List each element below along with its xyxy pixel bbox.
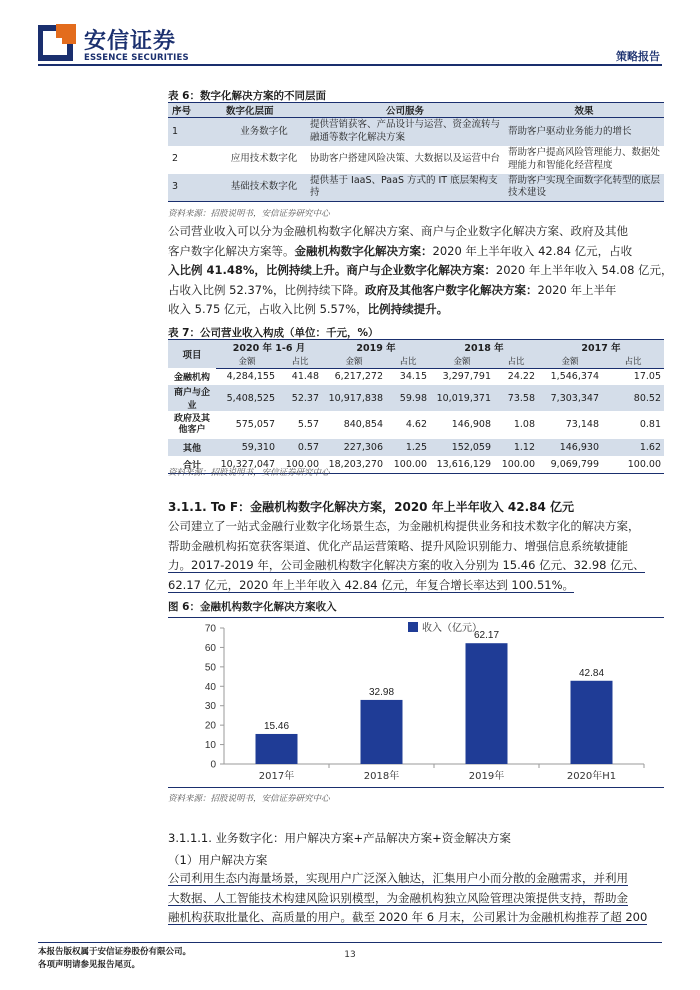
y-tick-label: 40	[204, 681, 216, 693]
y-tick-label: 0	[210, 759, 216, 771]
table7-subheader-row	[168, 354, 664, 368]
report-type-label: 策略报告	[616, 50, 660, 63]
table7-row-label: 金融机构	[173, 373, 210, 383]
y-tick-label: 20	[204, 720, 216, 732]
table7	[168, 339, 664, 474]
table7-period-header: 2017 年	[538, 340, 664, 355]
table6-cell: 帮助客户驱动业务能力的增长	[504, 118, 664, 146]
page-number: 13	[344, 950, 356, 960]
text-line	[168, 300, 664, 320]
table7-period-header: 2020 年 1-6 月	[216, 340, 322, 355]
table6-cell: 应用技术数字化	[230, 153, 298, 165]
underlined-text: 公司利用生态内海量场景，实现用户广泛深入触达，汇集用户小而分散的金融需求，并利用	[168, 871, 628, 885]
x-tick-label: 2020年H1	[566, 771, 617, 782]
table6-cell: 1	[168, 118, 222, 146]
table7-amount-cell: 18,203,270	[322, 456, 386, 473]
legend-swatch	[408, 622, 418, 632]
text-span: 公司营业收入可以分为金融机构数字化解决方案、商户与企业数字化解决方案、政府及其他	[168, 224, 628, 238]
footer-disclaimer	[38, 946, 191, 972]
figure6-source: 资料来源：招股说明书，安信证券研究中心	[168, 794, 330, 804]
logo-company-name-en: ESSENCE SECURITIES	[84, 53, 189, 63]
section-paragraph	[168, 517, 664, 595]
text-span-bold: 商户与企业数字化解决方案：	[346, 263, 496, 277]
table7-share-cell: 0.57	[278, 439, 322, 456]
text-line: 公司建立了一站式金融行业数字化场景生态，为金融机构提供业务和技术数字化的解决方案，	[168, 519, 640, 533]
table6-source: 资料来源：招股说明书，安信证券研究中心	[168, 209, 330, 219]
underlined-text: 大数据、人工智能技术构建风险识别模型，为金融机构独立风险管理决策提供支持，帮助金	[168, 890, 628, 905]
table7-share-header: 占比	[602, 354, 664, 368]
table-row	[168, 174, 664, 202]
table7-amount-cell: 7,303,347	[538, 385, 602, 411]
data-label: 32.98	[368, 686, 395, 698]
table7-amount-header: 金额	[322, 354, 386, 368]
table7-share-cell: 1.25	[386, 439, 430, 456]
table-row	[168, 368, 664, 385]
table7-amount-cell: 13,616,129	[430, 456, 494, 473]
table7-amount-cell: 10,327,047	[216, 456, 278, 473]
company-logo	[38, 24, 189, 68]
table7-amount-cell: 575,057	[235, 419, 275, 431]
table7-amount-cell: 1,546,374	[550, 371, 599, 383]
table7-amount-header: 金额	[538, 354, 602, 368]
bar	[571, 681, 613, 764]
table7-header-row	[168, 340, 664, 355]
text-line	[168, 222, 664, 242]
table7-row-label: 合计	[168, 456, 216, 473]
table6-header-cell: 序号	[168, 103, 222, 118]
table7-share-cell: 100.00	[602, 456, 664, 473]
table6-cell: 业务数字化	[222, 118, 306, 146]
table7-share-cell: 1.08	[513, 419, 535, 431]
table7-amount-header: 金额	[430, 354, 494, 368]
table7-amount-cell: 227,306	[322, 439, 386, 456]
table7-share-cell: 1.62	[602, 439, 664, 456]
legend-label: 收入（亿元）	[422, 623, 482, 634]
table7-share-cell: 100.00	[494, 456, 538, 473]
text-line	[168, 261, 673, 281]
text-line	[168, 242, 664, 262]
table6-header-cell: 公司服务	[306, 103, 504, 118]
x-tick-label: 2019年	[468, 771, 505, 782]
table7-amount-cell: 146,930	[538, 439, 602, 456]
revenue-paragraph	[168, 222, 673, 320]
text-span: 2020 年上半年	[537, 282, 617, 297]
table6-header-row	[168, 103, 664, 118]
text-span: 客户数字化解决方案等。	[168, 243, 295, 258]
table7-share-cell: 41.48	[291, 371, 319, 383]
y-tick-label: 70	[204, 623, 216, 635]
text-line	[168, 889, 664, 909]
y-tick-label: 60	[204, 642, 216, 654]
footer-line: 各项声明请参见报告尾页。	[38, 960, 141, 970]
table7-item-header: 项目	[168, 340, 216, 369]
table-row	[168, 439, 664, 456]
table7-amount-cell: 4,284,155	[226, 371, 275, 383]
text-span: 2020 年上半年收入 54.08 亿元，	[495, 263, 673, 277]
section-heading: 3.1.1. To F：金融机构数字化解决方案，2020 年上半年收入 42.84 亿元	[168, 500, 575, 514]
table7-amount-cell: 3,297,791	[442, 371, 491, 383]
table7-share-cell: 100.00	[386, 456, 430, 473]
table7-amount-cell: 59,310	[216, 439, 278, 456]
table7-amount-cell: 9,069,799	[538, 456, 602, 473]
table7-share-cell: 5.57	[297, 419, 319, 431]
figure6-bottom-rule	[168, 787, 664, 788]
logo-mark-icon	[38, 24, 78, 64]
table7-share-header: 占比	[278, 354, 322, 368]
table6-cell: 3	[168, 174, 222, 202]
data-label: 62.17	[473, 630, 500, 642]
revenue-bar-chart	[168, 616, 664, 786]
table6-cell: 提供基于 IaaS、PaaS 方式的 IT 底层架构支持	[306, 174, 504, 202]
table6-cell: 2	[172, 153, 179, 165]
bar	[256, 734, 298, 764]
bar	[361, 700, 403, 764]
y-tick-label: 50	[204, 662, 216, 674]
header-divider	[38, 64, 662, 66]
text-span-bold: 金融机构数字化解决方案：	[294, 243, 433, 258]
table7-amount-cell: 10,917,838	[322, 385, 386, 411]
table6-cell: 协助客户搭建风险决策、大数据以及运营中台	[310, 153, 501, 165]
text-line: 帮助金融机构拓宽获客渠道、优化产品运营策略、提升风险识别能力、增强信息系统敏捷能	[168, 538, 628, 553]
text-span: 占收入比例 52.37%，比例持续下降。	[168, 282, 366, 297]
table6-header-cell: 数字化层面	[222, 103, 306, 118]
table7-share-cell: 0.81	[639, 419, 661, 431]
table7-share-cell: 52.37	[278, 385, 322, 411]
table6	[168, 102, 664, 202]
table7-amount-cell: 10,019,371	[430, 385, 494, 411]
table7-share-cell: 80.52	[602, 385, 664, 411]
table7-share-cell: 17.05	[633, 371, 661, 383]
table7-source: 资料来源：招股说明书，安信证券研究中心	[168, 468, 330, 478]
table7-amount-cell: 73,148	[565, 419, 599, 431]
y-tick-label: 30	[204, 701, 216, 713]
data-label: 15.46	[263, 720, 290, 732]
table7-caption: 表 7：公司营业收入构成（单位：千元，%）	[168, 327, 379, 339]
table7-row-label: 商户与企业	[168, 385, 216, 411]
table7-share-cell: 1.12	[494, 439, 538, 456]
figure6-title: 图 6：金融机构数字化解决方案收入	[168, 599, 664, 618]
logo-company-name-cn: 安信证券	[84, 29, 177, 54]
table7-share-cell: 100.00	[278, 456, 322, 473]
table6-cell: 提供营销获客、产品设计与运营、资金流转与融通等数字化解决方案	[306, 118, 504, 146]
table7-amount-cell: 840,854	[343, 419, 383, 431]
text-span-bold: 入比例 41.48%，比例持续上升。	[168, 263, 347, 277]
footer-divider	[38, 942, 662, 943]
table7-amount-cell: 5,408,525	[216, 385, 278, 411]
table7-period-header: 2018 年	[430, 340, 538, 355]
text-span-bold: 比例持续提升。	[367, 302, 449, 316]
table-row	[168, 118, 664, 146]
text-span-bold: 政府及其他客户数字化解决方案：	[365, 282, 538, 297]
table7-amount-header: 金额	[216, 354, 278, 368]
table6-caption: 表 6：数字化解决方案的不同层面	[168, 90, 326, 102]
text-line	[168, 908, 664, 928]
table7-share-cell: 4.62	[405, 419, 427, 431]
table6-cell: 帮助客户实现全面数字化转型的底层技术建设	[504, 174, 664, 202]
bar	[466, 643, 508, 764]
text-span: 收入 5.75 亿元，占收入比例 5.57%，	[168, 302, 368, 316]
table7-share-cell: 34.15	[399, 371, 427, 383]
footer-line: 本报告版权属于安信证券股份有限公司。	[38, 947, 192, 957]
table6-cell: 帮助客户提高风险管理能力、数据处理能力和智能化经营程度	[508, 147, 661, 171]
text-line	[168, 869, 664, 889]
table7-amount-cell: 6,217,272	[334, 371, 383, 383]
underlined-text: 融机构获取批量化、高质量的用户。截至 2020 年 6 月末，公司累计为金融机构推荐了超 200	[168, 910, 648, 924]
table7-row-label: 其他	[168, 439, 216, 456]
table7-share-cell: 59.98	[386, 385, 430, 411]
table7-period-header: 2019 年	[322, 340, 430, 355]
text-span: 2020 年上半年收入 42.84 亿元，占收	[432, 243, 633, 258]
table-row	[168, 146, 664, 174]
table7-amount-cell: 152,059	[430, 439, 494, 456]
table7-row-label: 政府及其他客户	[173, 414, 210, 435]
underlined-text: 力。2017-2019 年，公司金融机构数字化解决方案的收入分别为 15.46 亿元、32.98 亿元、	[168, 558, 645, 572]
underlined-text: 62.17 亿元，2020 年上半年收入 42.84 亿元，年复合增长率达到 100.51%。	[168, 577, 575, 592]
table6-cell: 基础技术数字化	[222, 174, 306, 202]
subsection-heading: 3.1.1.1. 业务数字化：用户解决方案+产品解决方案+资金解决方案	[168, 831, 511, 845]
table-row	[168, 385, 664, 411]
table7-share-header: 占比	[386, 354, 430, 368]
table7-share-cell: 24.22	[507, 371, 535, 383]
data-label: 42.84	[578, 667, 605, 679]
text-line	[168, 556, 664, 576]
table6-header-cell: 效果	[504, 103, 664, 118]
text-line	[168, 281, 664, 301]
subsection-subheading: （1）用户解决方案	[168, 853, 268, 867]
x-tick-label: 2017年	[258, 771, 295, 782]
table7-share-cell: 73.58	[494, 385, 538, 411]
table-row	[168, 411, 664, 439]
x-tick-label: 2018年	[363, 771, 400, 782]
text-line	[168, 576, 664, 596]
user-solution-paragraph	[168, 869, 664, 928]
table7-amount-cell: 146,908	[451, 419, 491, 431]
table7-share-header: 占比	[494, 354, 538, 368]
y-tick-label: 10	[204, 740, 216, 752]
